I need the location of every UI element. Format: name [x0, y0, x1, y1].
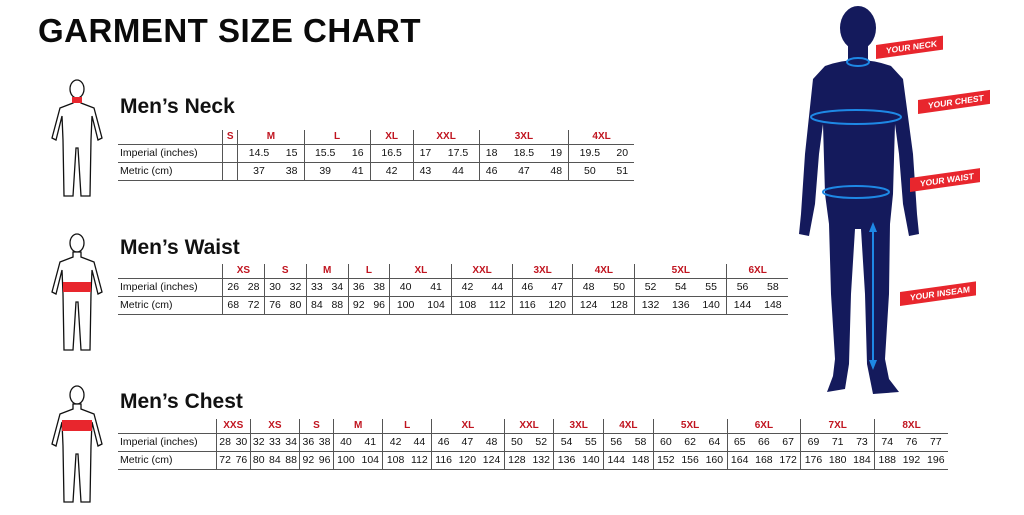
waist-tag: YOUR WAIST: [910, 168, 980, 192]
metric-value: 176: [801, 452, 826, 470]
imperial-value: 52: [529, 434, 554, 452]
imperial-value: 17: [413, 145, 437, 163]
metric-value: 104: [358, 452, 383, 470]
metric-value: 108: [452, 297, 483, 315]
size-label: 5XL: [635, 264, 727, 279]
chest-figure-icon: [50, 384, 104, 504]
imperial-value: 41: [421, 279, 452, 297]
imperial-value: 73: [850, 434, 875, 452]
imperial-value: 26: [223, 279, 244, 297]
size-label: S: [223, 130, 238, 145]
neck-tag: YOUR NECK: [876, 36, 943, 59]
metric-value: 164: [727, 452, 752, 470]
size-label: 5XL: [653, 419, 727, 434]
imperial-value: 28: [217, 434, 234, 452]
size-label: 7XL: [801, 419, 875, 434]
metric-value: 136: [554, 452, 579, 470]
imperial-value: 33: [267, 434, 283, 452]
metric-value: 148: [628, 452, 653, 470]
size-label: XL: [432, 419, 505, 434]
metric-value: 128: [604, 297, 635, 315]
metric-value: 184: [850, 452, 875, 470]
metric-value: 100: [390, 297, 421, 315]
metric-value: 128: [504, 452, 529, 470]
metric-value: 96: [369, 297, 390, 315]
neck-heading: Men’s Neck: [120, 95, 235, 118]
metric-value: 148: [758, 297, 788, 315]
imperial-value: 19.5: [569, 145, 611, 163]
size-header-blank: [118, 130, 223, 145]
metric-value: 156: [678, 452, 702, 470]
metric-value: 112: [408, 452, 432, 470]
page-title: GARMENT SIZE CHART: [38, 12, 421, 49]
imperial-value: 55: [579, 434, 604, 452]
imperial-value: 47: [542, 279, 573, 297]
imperial-value: 47: [455, 434, 479, 452]
waist-figure-icon: [50, 232, 104, 352]
body-measurement-figure: [795, 4, 925, 399]
size-label: 3XL: [512, 264, 573, 279]
imperial-value: 77: [924, 434, 948, 452]
metric-value: 120: [542, 297, 573, 315]
size-label: XXL: [413, 130, 479, 145]
imperial-value: 34: [283, 434, 300, 452]
size-label: 3XL: [479, 130, 569, 145]
chest-heading: Men’s Chest: [120, 390, 243, 413]
metric-value: 140: [579, 452, 604, 470]
imperial-value: 30: [233, 434, 250, 452]
metric-value: 116: [432, 452, 456, 470]
imperial-value: 54: [554, 434, 579, 452]
metric-value: 80: [250, 452, 267, 470]
metric-value: 92: [300, 452, 317, 470]
metric-value: 51: [611, 163, 634, 181]
imperial-value: [223, 145, 238, 163]
size-label: XL: [370, 130, 413, 145]
size-label: 4XL: [604, 419, 654, 434]
metric-value: 50: [569, 163, 611, 181]
metric-value: 72: [217, 452, 234, 470]
body-silhouette: [799, 6, 919, 394]
metric-value: 76: [264, 297, 285, 315]
imperial-row-label: Imperial (inches): [118, 279, 223, 297]
metric-value: 120: [455, 452, 479, 470]
metric-value: 47: [504, 163, 545, 181]
size-label: 6XL: [727, 264, 788, 279]
metric-value: 76: [233, 452, 250, 470]
metric-value: 96: [317, 452, 334, 470]
imperial-value: 50: [604, 279, 635, 297]
waist-heading: Men’s Waist: [120, 236, 240, 259]
size-label: 4XL: [569, 130, 634, 145]
metric-value: 192: [899, 452, 923, 470]
imperial-value: 36: [348, 279, 369, 297]
metric-value: 180: [826, 452, 850, 470]
metric-value: 68: [223, 297, 244, 315]
waist-size-table: [118, 264, 788, 315]
metric-value: 43: [413, 163, 437, 181]
imperial-value: 58: [758, 279, 788, 297]
imperial-value: 60: [653, 434, 678, 452]
imperial-value: 40: [333, 434, 358, 452]
size-header-blank: [118, 419, 217, 434]
metric-value: 172: [776, 452, 801, 470]
metric-value: 144: [604, 452, 629, 470]
imperial-value: 40: [390, 279, 421, 297]
size-label: XXL: [504, 419, 554, 434]
size-label: S: [264, 264, 306, 279]
size-label: M: [238, 130, 304, 145]
imperial-value: 74: [875, 434, 900, 452]
imperial-value: 56: [727, 279, 758, 297]
imperial-value: 18: [479, 145, 503, 163]
imperial-value: 46: [432, 434, 456, 452]
metric-value: 88: [283, 452, 300, 470]
imperial-value: 15.5: [304, 145, 346, 163]
metric-value: 196: [924, 452, 948, 470]
metric-value: 132: [635, 297, 666, 315]
metric-value: 100: [333, 452, 358, 470]
metric-value: 48: [544, 163, 568, 181]
imperial-value: 65: [727, 434, 752, 452]
imperial-value: 30: [264, 279, 285, 297]
imperial-value: 16.5: [370, 145, 413, 163]
metric-value: 152: [653, 452, 678, 470]
imperial-value: 48: [479, 434, 504, 452]
size-label: 6XL: [727, 419, 801, 434]
metric-row-label: Metric (cm): [118, 452, 217, 470]
imperial-value: 48: [573, 279, 604, 297]
imperial-value: 17.5: [437, 145, 479, 163]
metric-value: 116: [512, 297, 542, 315]
metric-value: 92: [348, 297, 369, 315]
metric-row-label: Metric (cm): [118, 163, 223, 181]
imperial-value: 44: [483, 279, 513, 297]
chest-tag: YOUR CHEST: [918, 90, 990, 114]
metric-value: 124: [573, 297, 604, 315]
imperial-value: 52: [635, 279, 666, 297]
metric-value: 39: [304, 163, 346, 181]
metric-value: 42: [370, 163, 413, 181]
metric-row-label: Metric (cm): [118, 297, 223, 315]
size-label: 8XL: [875, 419, 948, 434]
size-label: M: [333, 419, 383, 434]
imperial-value: 16: [346, 145, 370, 163]
imperial-value: 33: [306, 279, 327, 297]
imperial-value: 54: [666, 279, 696, 297]
metric-value: 72: [243, 297, 264, 315]
metric-value: 112: [483, 297, 513, 315]
metric-value: [223, 163, 238, 181]
imperial-value: 28: [243, 279, 264, 297]
metric-value: 140: [696, 297, 727, 315]
size-label: L: [304, 130, 370, 145]
size-label: L: [348, 264, 390, 279]
size-label: XL: [390, 264, 452, 279]
imperial-value: 15: [280, 145, 304, 163]
size-label: XS: [223, 264, 265, 279]
metric-value: 132: [529, 452, 554, 470]
metric-value: 168: [752, 452, 776, 470]
imperial-value: 32: [285, 279, 306, 297]
metric-value: 80: [285, 297, 306, 315]
imperial-value: 18.5: [504, 145, 545, 163]
imperial-value: 58: [628, 434, 653, 452]
imperial-value: 62: [678, 434, 702, 452]
imperial-row-label: Imperial (inches): [118, 145, 223, 163]
metric-value: 88: [327, 297, 348, 315]
imperial-value: 50: [504, 434, 529, 452]
imperial-value: 42: [452, 279, 483, 297]
size-label: 3XL: [554, 419, 604, 434]
metric-value: 41: [346, 163, 370, 181]
size-label: S: [300, 419, 334, 434]
metric-value: 160: [702, 452, 727, 470]
imperial-value: 38: [369, 279, 390, 297]
imperial-value: 41: [358, 434, 383, 452]
metric-value: 37: [238, 163, 280, 181]
imperial-value: 66: [752, 434, 776, 452]
metric-value: 108: [383, 452, 408, 470]
size-label: L: [383, 419, 432, 434]
metric-value: 38: [280, 163, 304, 181]
neck-figure-icon: [50, 78, 104, 198]
size-header-blank: [118, 264, 223, 279]
imperial-value: 56: [604, 434, 629, 452]
imperial-value: 14.5: [238, 145, 280, 163]
imperial-value: 32: [250, 434, 267, 452]
metric-value: 136: [666, 297, 696, 315]
imperial-value: 76: [899, 434, 923, 452]
size-label: XXS: [217, 419, 251, 434]
imperial-value: 34: [327, 279, 348, 297]
metric-value: 84: [306, 297, 327, 315]
inseam-tag: YOUR INSEAM: [900, 281, 976, 306]
size-label: M: [306, 264, 348, 279]
imperial-value: 46: [512, 279, 542, 297]
imperial-value: 64: [702, 434, 727, 452]
metric-value: 44: [437, 163, 479, 181]
size-label: 4XL: [573, 264, 635, 279]
metric-value: 84: [267, 452, 283, 470]
imperial-value: 71: [826, 434, 850, 452]
size-label: XXL: [452, 264, 513, 279]
imperial-row-label: Imperial (inches): [118, 434, 217, 452]
imperial-value: 44: [408, 434, 432, 452]
imperial-value: 19: [544, 145, 568, 163]
imperial-value: 36: [300, 434, 317, 452]
imperial-value: 20: [611, 145, 634, 163]
chest-size-table: [118, 419, 948, 470]
imperial-value: 38: [317, 434, 334, 452]
imperial-value: 67: [776, 434, 801, 452]
imperial-value: 55: [696, 279, 727, 297]
imperial-value: 42: [383, 434, 408, 452]
metric-value: 144: [727, 297, 758, 315]
metric-value: 188: [875, 452, 900, 470]
neck-size-table: [118, 130, 634, 181]
metric-value: 46: [479, 163, 503, 181]
size-label: XS: [250, 419, 300, 434]
metric-value: 104: [421, 297, 452, 315]
metric-value: 124: [479, 452, 504, 470]
imperial-value: 69: [801, 434, 826, 452]
